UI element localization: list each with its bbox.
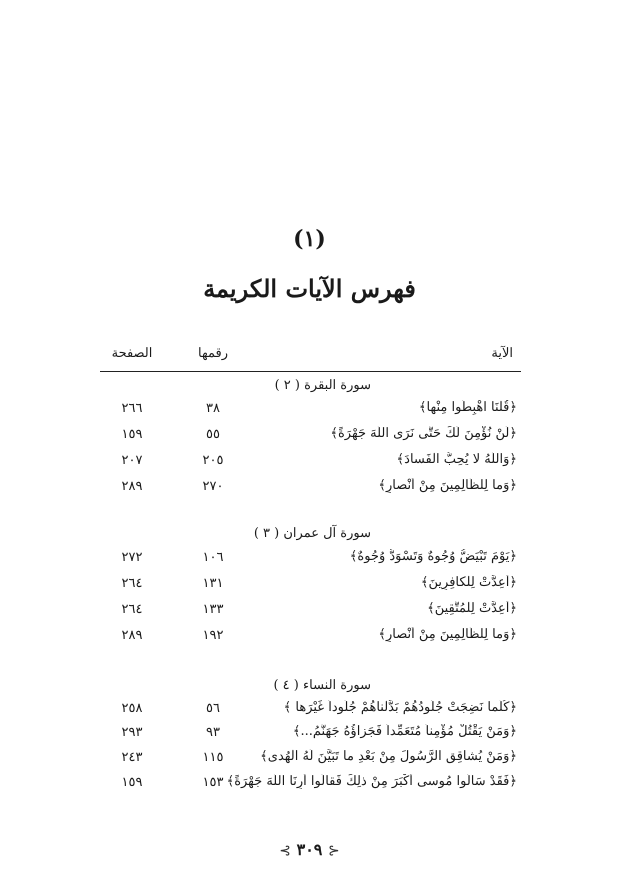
table-row (100, 547, 521, 571)
verse-text: ﴿وَمَنْ يُشاقِقِ الرَّسُولَ مِنْ بَعْدِ ما تَبَيَّنَ لَهُ الْهُدى﴾ (260, 749, 517, 764)
verse-number: ٣٨ (206, 401, 220, 416)
verse-number: ٥٥ (206, 427, 220, 442)
page-ref: ٢٦٦ (121, 401, 143, 416)
page-ref: ٢٤٣ (121, 750, 143, 765)
table-row (100, 698, 521, 722)
verse-text: ﴿أُعِدَّتْ لِلْكافِرِينَ﴾ (420, 575, 517, 590)
table-header (100, 341, 521, 372)
surah-heading-nisa: سورة النساء ( ٤ ) (273, 678, 371, 693)
chapter-number: (١) (293, 226, 326, 252)
header-number: رقمها (198, 346, 228, 361)
table-row (100, 772, 521, 796)
verse-text: ﴿قُلْنَا اهْبِطُوا مِنْها﴾ (418, 400, 517, 415)
verse-text: ﴿وَاللَّهُ لا يُحِبُّ الْفَسادَ﴾ (396, 452, 517, 467)
table-row (100, 450, 521, 474)
verse-number: ٩٣ (206, 725, 220, 740)
verse-number: ٢٧٠ (202, 479, 224, 494)
verse-number: ١٠٦ (202, 550, 224, 565)
ornament-right-icon: ⊱ (279, 843, 292, 859)
surah-heading-baqara: سورة البقرة ( ٢ ) (274, 378, 371, 393)
page-ref: ٢٧٢ (121, 550, 143, 565)
page-ref: ٢٩٣ (121, 725, 143, 740)
verse-text: ﴿يَوْمَ تَبْيَضُّ وُجُوهٌ وَتَسْوَدُّ وُجُوهٌ﴾ (349, 549, 517, 564)
verse-text: ﴿كُلَّما نَضِجَتْ جُلُودُهُمْ بَدَّلْناهُمْ جُلُوداً غَيْرَها ﴾ (283, 700, 517, 715)
verse-text: ﴿لَنْ نُؤْمِنَ لَكَ حَتَّى نَرَى اللَّهَ جَهْرَةً﴾ (330, 426, 517, 441)
verse-text: ﴿فَقَدْ سَأَلُوا مُوسى أَكْبَرَ مِنْ ذلِكَ فَقالُوا أَرِنَا اللَّهَ جَهْرَةً﴾ (226, 774, 517, 789)
table-row (100, 722, 521, 746)
verse-number: ٢٠٥ (202, 453, 224, 468)
page-ref: ٢٦٤ (121, 576, 143, 591)
table-row (100, 398, 521, 422)
page-ref: ٢٨٩ (121, 479, 143, 494)
page-ref: ٢٠٧ (121, 453, 143, 468)
table-row (100, 476, 521, 500)
verse-number: ١٥٣ (202, 775, 224, 790)
page-ref: ٢٨٩ (121, 628, 143, 643)
surah-heading-al-imran: سورة آل عمران ( ٣ ) (253, 526, 371, 541)
verse-text: ﴿أُعِدَّتْ لِلْمُتَّقِينَ﴾ (427, 601, 517, 616)
table-row (100, 573, 521, 597)
verse-number: ١١٥ (202, 750, 224, 765)
verse-text: ﴿وَما لِلظَّالِمِينَ مِنْ أَنْصارٍ﴾ (378, 627, 517, 642)
page-ref: ١٥٩ (121, 427, 143, 442)
header-aya: الآية (491, 346, 513, 361)
verse-number: ١٣١ (202, 576, 224, 591)
page-ref: ٢٥٨ (121, 701, 143, 716)
table-row (100, 625, 521, 649)
verse-number: ١٣٣ (202, 602, 224, 617)
verse-number: ١٩٢ (202, 628, 224, 643)
table-row (100, 599, 521, 623)
page-ref: ٢٦٤ (121, 602, 143, 617)
table-row (100, 424, 521, 448)
verse-text: ﴿وَما لِلظَّالِمِينَ مِنْ أَنْصارٍ﴾ (378, 478, 517, 493)
verse-text: ﴿وَمَنْ يَقْتُلْ مُؤْمِناً مُتَعَمِّداً فَجَزاؤُهُ جَهَنَّمُ...﴾ (292, 724, 517, 739)
page-title: فهرس الآيات الكريمة (203, 274, 416, 303)
table-row (100, 747, 521, 771)
ornament-left-icon: ⊰ (327, 843, 340, 859)
page-footer (0, 840, 619, 859)
page-ref: ١٥٩ (121, 775, 143, 790)
header-page: الصفحة (111, 346, 153, 361)
verse-number: ٥٦ (206, 701, 220, 716)
page-number: ٣٠٩ (296, 840, 323, 859)
